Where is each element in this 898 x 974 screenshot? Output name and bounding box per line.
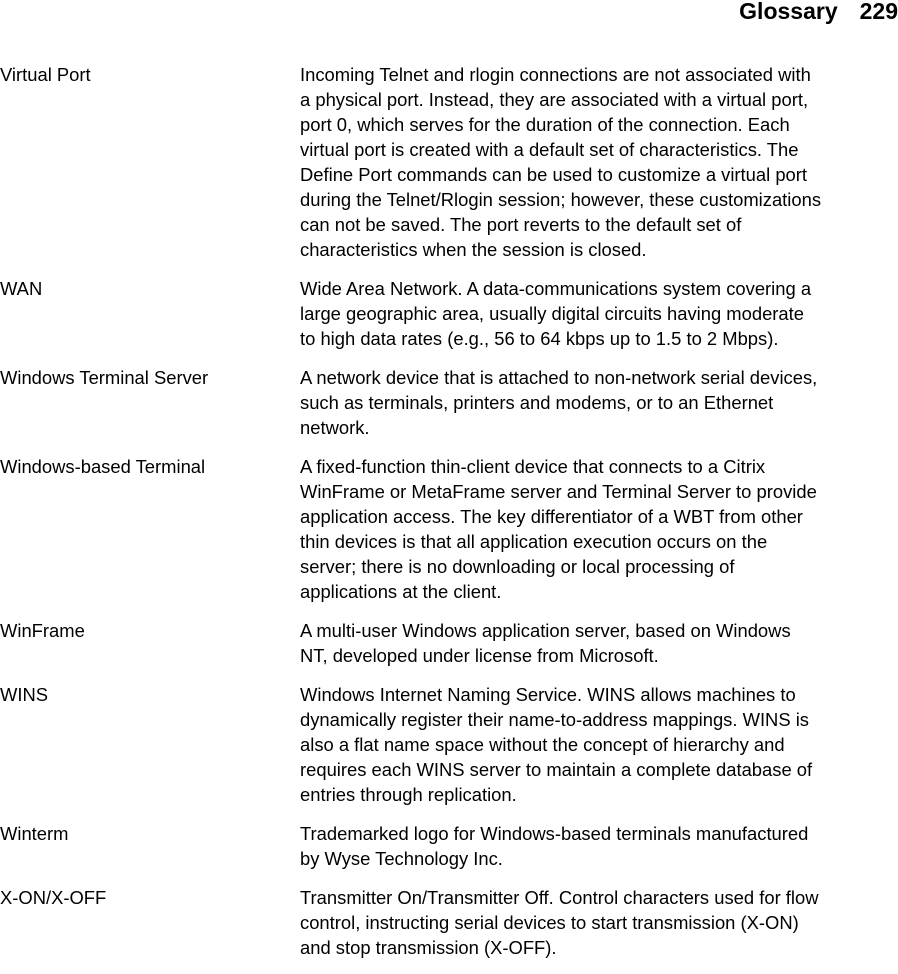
definition-line: WinFrame or MetaFrame server and Terminal Server to provide [300, 481, 817, 502]
glossary-term: Windows-based Terminal [0, 456, 206, 477]
definition-line: and stop transmission (X-OFF). [300, 937, 557, 958]
definition-line: dynamically register their name-to-address mappings. WINS is [300, 709, 809, 730]
definition-line: NT, developed under license from Microsoft. [300, 645, 659, 666]
glossary-definition [300, 454, 898, 604]
definition-line: A fixed-function thin-client device that connects to a Citrix [300, 456, 766, 477]
definition-line: port 0, which serves for the duration of the connection. Each [300, 114, 790, 135]
definition-line: Wide Area Network. A data-communications system covering a [300, 278, 812, 299]
glossary-definition [300, 618, 898, 668]
definition-line: Define Port commands can be used to customize a virtual port [300, 164, 808, 185]
glossary-entry [0, 276, 898, 351]
definition-line: large geographic area, usually digital circuits having moderate [300, 303, 804, 324]
definition-line: control, instructing serial devices to start transmission (X-ON) [300, 912, 799, 933]
definition-line: A network device that is attached to non-network serial devices, [300, 367, 818, 388]
glossary-entry [0, 365, 898, 440]
definition-line: network. [300, 417, 370, 438]
glossary-definition [300, 365, 898, 440]
glossary-list [0, 62, 898, 974]
page-header [739, 0, 898, 25]
definition-line: Windows Internet Naming Service. WINS allows machines to [300, 684, 796, 705]
glossary-term: X-ON/X-OFF [0, 887, 107, 908]
glossary-term: Windows Terminal Server [0, 367, 209, 388]
glossary-definition [300, 276, 898, 351]
definition-line: such as terminals, printers and modems, or to an Ethernet [300, 392, 774, 413]
glossary-entry [0, 682, 898, 807]
definition-line: during the Telnet/Rlogin session; however, these customizations [300, 189, 822, 210]
definition-line: by Wyse Technology Inc. [300, 848, 503, 869]
definition-line: Trademarked logo for Windows-based terminals manufactured [300, 823, 809, 844]
definition-line: can not be saved. The port reverts to the default set of [300, 214, 742, 235]
definition-line: to high data rates (e.g., 56 to 64 kbps up to 1.5 to 2 Mbps). [300, 328, 779, 349]
glossary-term: WinFrame [0, 620, 85, 641]
glossary-entry [0, 454, 898, 604]
glossary-definition [300, 821, 898, 871]
definition-line: application access. The key differentiator of a WBT from other [300, 506, 803, 527]
glossary-entry [0, 62, 898, 262]
definition-line: virtual port is created with a default set of characteristics. The [300, 139, 799, 160]
glossary-entry [0, 885, 898, 960]
definition-line: applications at the client. [300, 581, 502, 602]
definition-line: server; there is no downloading or local processing of [300, 556, 735, 577]
glossary-entry [0, 618, 898, 668]
definition-line: Transmitter On/Transmitter Off. Control characters used for flow [300, 887, 819, 908]
glossary-entry [0, 821, 898, 871]
definition-line: also a flat name space without the concept of hierarchy and [300, 734, 785, 755]
glossary-term: WINS [0, 684, 49, 705]
glossary-definition [300, 62, 898, 262]
glossary-term: Winterm [0, 823, 69, 844]
definition-line: thin devices is that all application execution occurs on the [300, 531, 768, 552]
glossary-definition [300, 885, 898, 960]
definition-line: a physical port. Instead, they are associated with a virtual port, [300, 89, 809, 110]
definition-line: characteristics when the session is closed. [300, 239, 647, 260]
definition-line: A multi-user Windows application server, based on Windows [300, 620, 791, 641]
page-number: 229 [859, 0, 898, 24]
glossary-term: WAN [0, 278, 43, 299]
definition-line: entries through replication. [300, 784, 517, 805]
section-title: Glossary [739, 0, 838, 24]
glossary-term: Virtual Port [0, 64, 91, 85]
definition-line: requires each WINS server to maintain a complete database of [300, 759, 813, 780]
definition-line: Incoming Telnet and rlogin connections are not associated with [300, 64, 811, 85]
glossary-definition [300, 682, 898, 807]
